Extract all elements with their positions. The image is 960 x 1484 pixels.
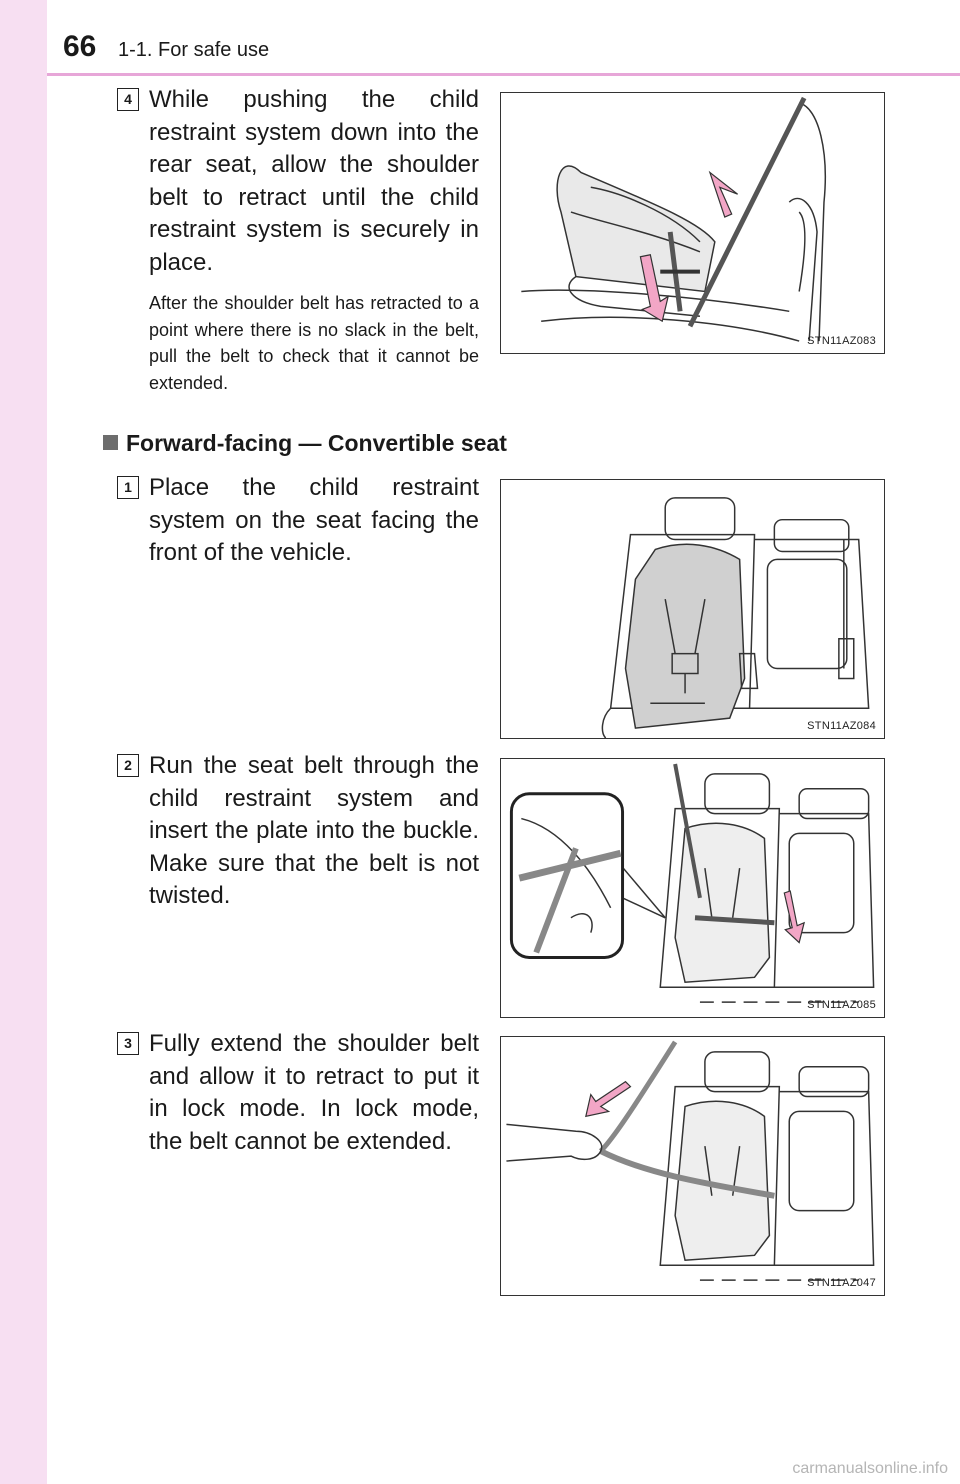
figure-code: STN11AZ047 <box>807 1277 876 1289</box>
step-3-text: Fully extend the shoulder belt and allow it to retract to put it in lock mode. In lock mode, the belt cannot be extended. <box>149 1030 479 1155</box>
header-rule <box>47 73 960 76</box>
step-4-text: While pushing the child restraint system down into the rear seat, allow the shoulder belt to retract until the child restraint system is securely in place. <box>149 86 479 276</box>
belt-routing-illustration <box>501 759 884 1017</box>
lock-mode-illustration <box>501 1037 884 1295</box>
footer-site: carmanualsonline.info <box>792 1460 948 1477</box>
square-bullet-icon <box>103 435 118 450</box>
step-1-text: Place the child restraint system on the seat facing the front of the vehicle. <box>149 474 479 566</box>
step-4-badge: 4 <box>117 88 139 111</box>
rear-facing-seat-illustration <box>501 93 884 353</box>
step-3-badge: 3 <box>117 1032 139 1055</box>
step-2-text: Run the seat belt through the child restraint system and insert the plate into the buckle. Make sure that the belt is not twisted. <box>149 752 479 909</box>
figure-code: STN11AZ083 <box>807 335 876 347</box>
figure-lock-mode <box>500 1036 885 1296</box>
figure-belt-through-seat <box>500 758 885 1018</box>
subheading-text: Forward-facing — Convertible seat <box>126 430 507 456</box>
figure-forward-seat-placed <box>500 479 885 739</box>
figure-code: STN11AZ084 <box>807 720 876 732</box>
step-4-note: After the shoulder belt has retracted to a point where there is no slack in the belt, pull the belt to check that it cannot be extended. <box>149 293 479 393</box>
forward-seat-illustration <box>501 480 884 738</box>
page-number: 66 <box>63 30 97 63</box>
figure-code: STN11AZ085 <box>807 999 876 1011</box>
step-1-badge: 1 <box>117 476 139 499</box>
subheading <box>103 430 507 457</box>
section-title: 1-1. For safe use <box>118 39 270 61</box>
figure-rear-facing-seat <box>500 92 885 354</box>
step-2-badge: 2 <box>117 754 139 777</box>
side-band <box>0 0 47 1484</box>
